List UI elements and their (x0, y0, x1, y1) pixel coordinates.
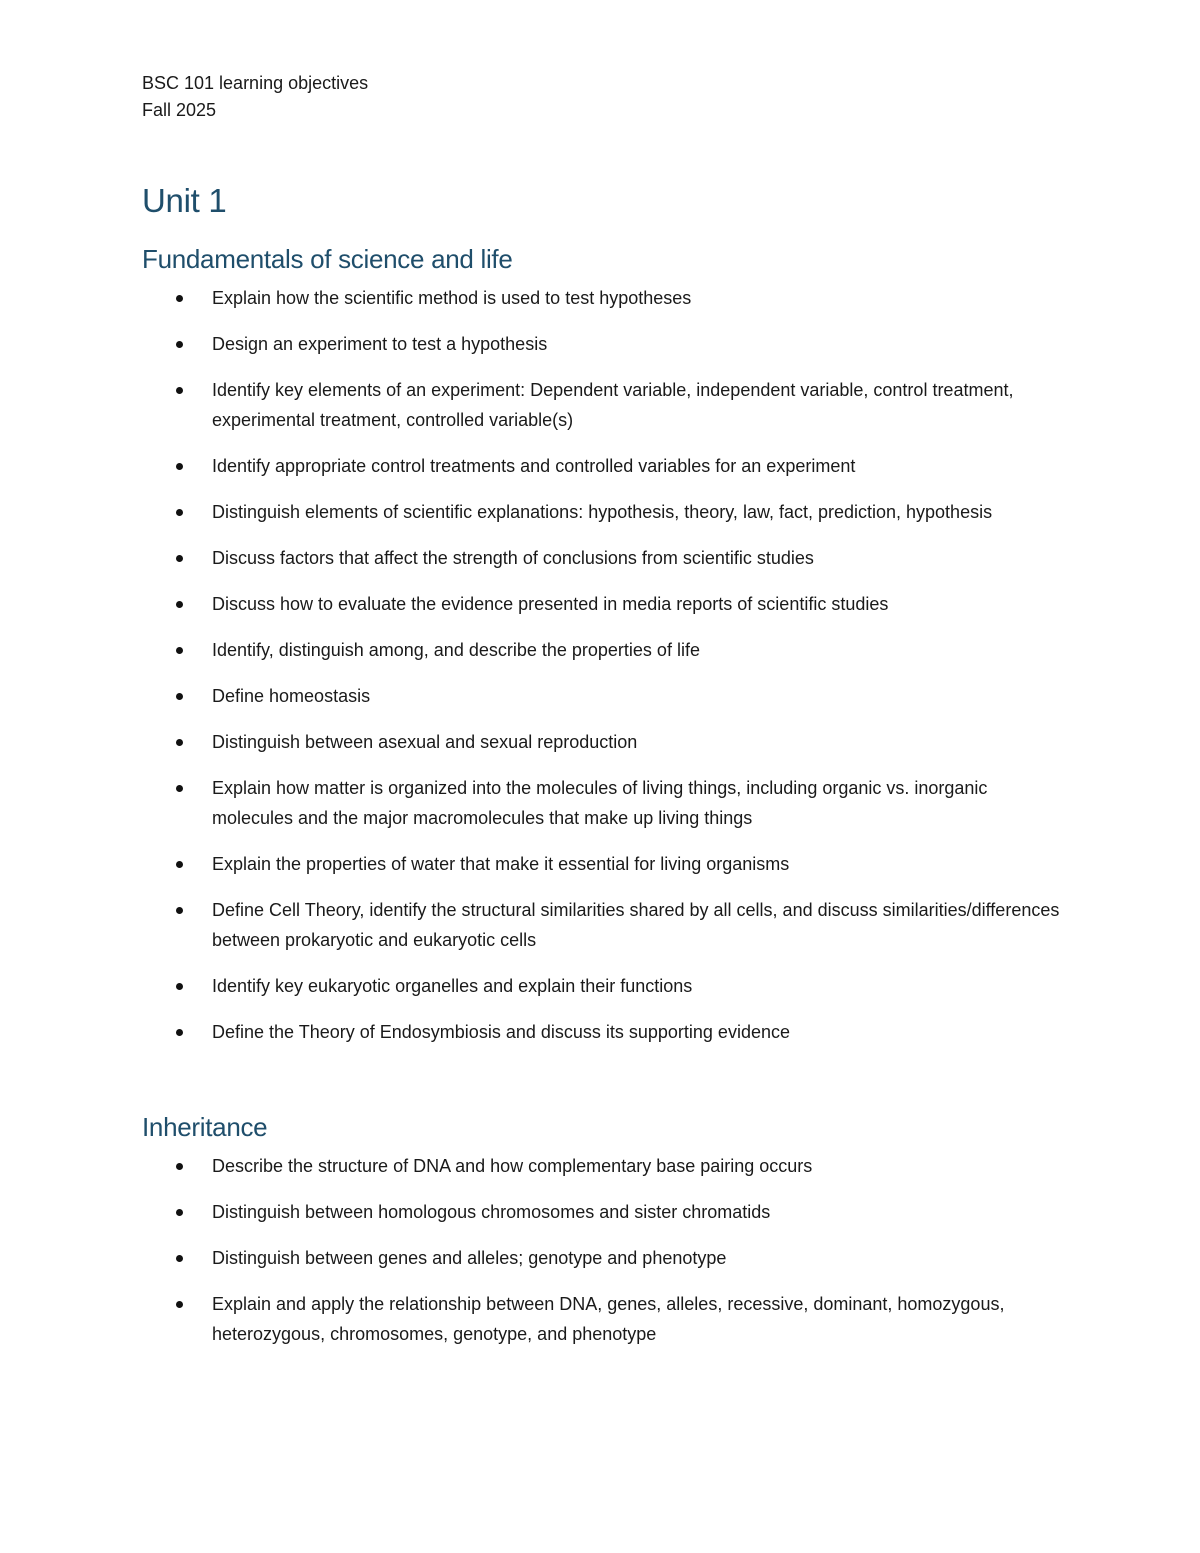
objective-item (142, 451, 1062, 481)
objective-text: Design an experiment to test a hypothesis (212, 334, 548, 354)
objective-text: Define the Theory of Endosymbiosis and discuss its supporting evidence (212, 1022, 790, 1042)
bullet-icon (176, 601, 183, 608)
objective-item (142, 773, 1062, 833)
section-heading: Inheritance (142, 1112, 268, 1142)
section-fundamentals (142, 241, 1062, 1047)
objective-item (142, 329, 1062, 359)
bullet-icon (176, 1029, 183, 1036)
objective-text: Discuss factors that affect the strength of conclusions from scientific studies (212, 548, 814, 568)
objective-text: Discuss how to evaluate the evidence presented in media reports of scientific studies (212, 594, 889, 614)
bullet-icon (176, 1163, 183, 1170)
objective-text: Identify key eukaryotic organelles and explain their functions (212, 976, 693, 996)
objective-item (142, 1151, 1062, 1181)
objective-item (142, 283, 1062, 313)
course-title: BSC 101 learning objectives (142, 73, 369, 93)
bullet-icon (176, 463, 183, 470)
unit-heading: Unit 1 (142, 182, 227, 219)
bullet-icon (176, 861, 183, 868)
bullet-icon (176, 785, 183, 792)
bullet-icon (176, 1301, 183, 1308)
objective-text: Distinguish between homologous chromosomes and sister chromatids (212, 1202, 771, 1222)
objective-item (142, 895, 1062, 955)
objective-text: Identify appropriate control treatments and controlled variables for an experiment (212, 456, 856, 476)
objective-item (142, 849, 1062, 879)
bullet-icon (176, 693, 183, 700)
objective-text: Explain how matter is organized into the molecules of living things, including organic vs. inorganic molecules and the major macromolecules that make up living things (212, 778, 988, 828)
objective-item (142, 589, 1062, 619)
objective-text: Explain how the scientific method is used to test hypotheses (212, 288, 692, 308)
bullet-icon (176, 509, 183, 516)
objective-item (142, 1289, 1062, 1349)
objective-text: Describe the structure of DNA and how complementary base pairing occurs (212, 1156, 813, 1176)
objective-item (142, 497, 1062, 527)
objective-text: Distinguish between asexual and sexual reproduction (212, 732, 638, 752)
bullet-icon (176, 555, 183, 562)
objective-item (142, 1017, 1062, 1047)
bullet-icon (176, 739, 183, 746)
bullet-icon (176, 295, 183, 302)
objectives-list (142, 1151, 1062, 1349)
objective-text: Explain and apply the relationship between DNA, genes, alleles, recessive, dominant, homozygous, heterozygous, chromosomes, genotype, and phenotype (212, 1294, 1005, 1344)
section-heading: Fundamentals of science and life (142, 244, 513, 274)
objective-text: Identify, distinguish among, and describe the properties of life (212, 640, 700, 660)
objective-text: Distinguish between genes and alleles; genotype and phenotype (212, 1248, 727, 1268)
term-label: Fall 2025 (142, 100, 217, 120)
bullet-icon (176, 387, 183, 394)
bullet-icon (176, 1255, 183, 1262)
objective-text: Define homeostasis (212, 686, 371, 706)
objective-text: Explain the properties of water that make it essential for living organisms (212, 854, 790, 874)
objective-text: Define Cell Theory, identify the structural similarities shared by all cells, and discuss similarities/differences between prokaryotic and eukaryotic cells (212, 900, 1060, 950)
objective-item (142, 635, 1062, 665)
bullet-icon (176, 341, 183, 348)
objectives-list (142, 283, 1062, 1047)
objective-item (142, 543, 1062, 573)
objective-item (142, 1243, 1062, 1273)
bullet-icon (176, 983, 183, 990)
bullet-icon (176, 647, 183, 654)
objective-item (142, 681, 1062, 711)
section-inheritance (142, 1109, 1062, 1349)
bullet-icon (176, 1209, 183, 1216)
objective-item (142, 375, 1062, 435)
objective-text: Distinguish elements of scientific explanations: hypothesis, theory, law, fact, prediction, hypothesis (212, 502, 993, 522)
document-page (142, 70, 1062, 1365)
objective-text: Identify key elements of an experiment: Dependent variable, independent variable, control treatment, experimental treatment, controlled variable(s) (212, 380, 1014, 430)
objective-item (142, 727, 1062, 757)
objective-item (142, 971, 1062, 1001)
objective-item (142, 1197, 1062, 1227)
bullet-icon (176, 907, 183, 914)
